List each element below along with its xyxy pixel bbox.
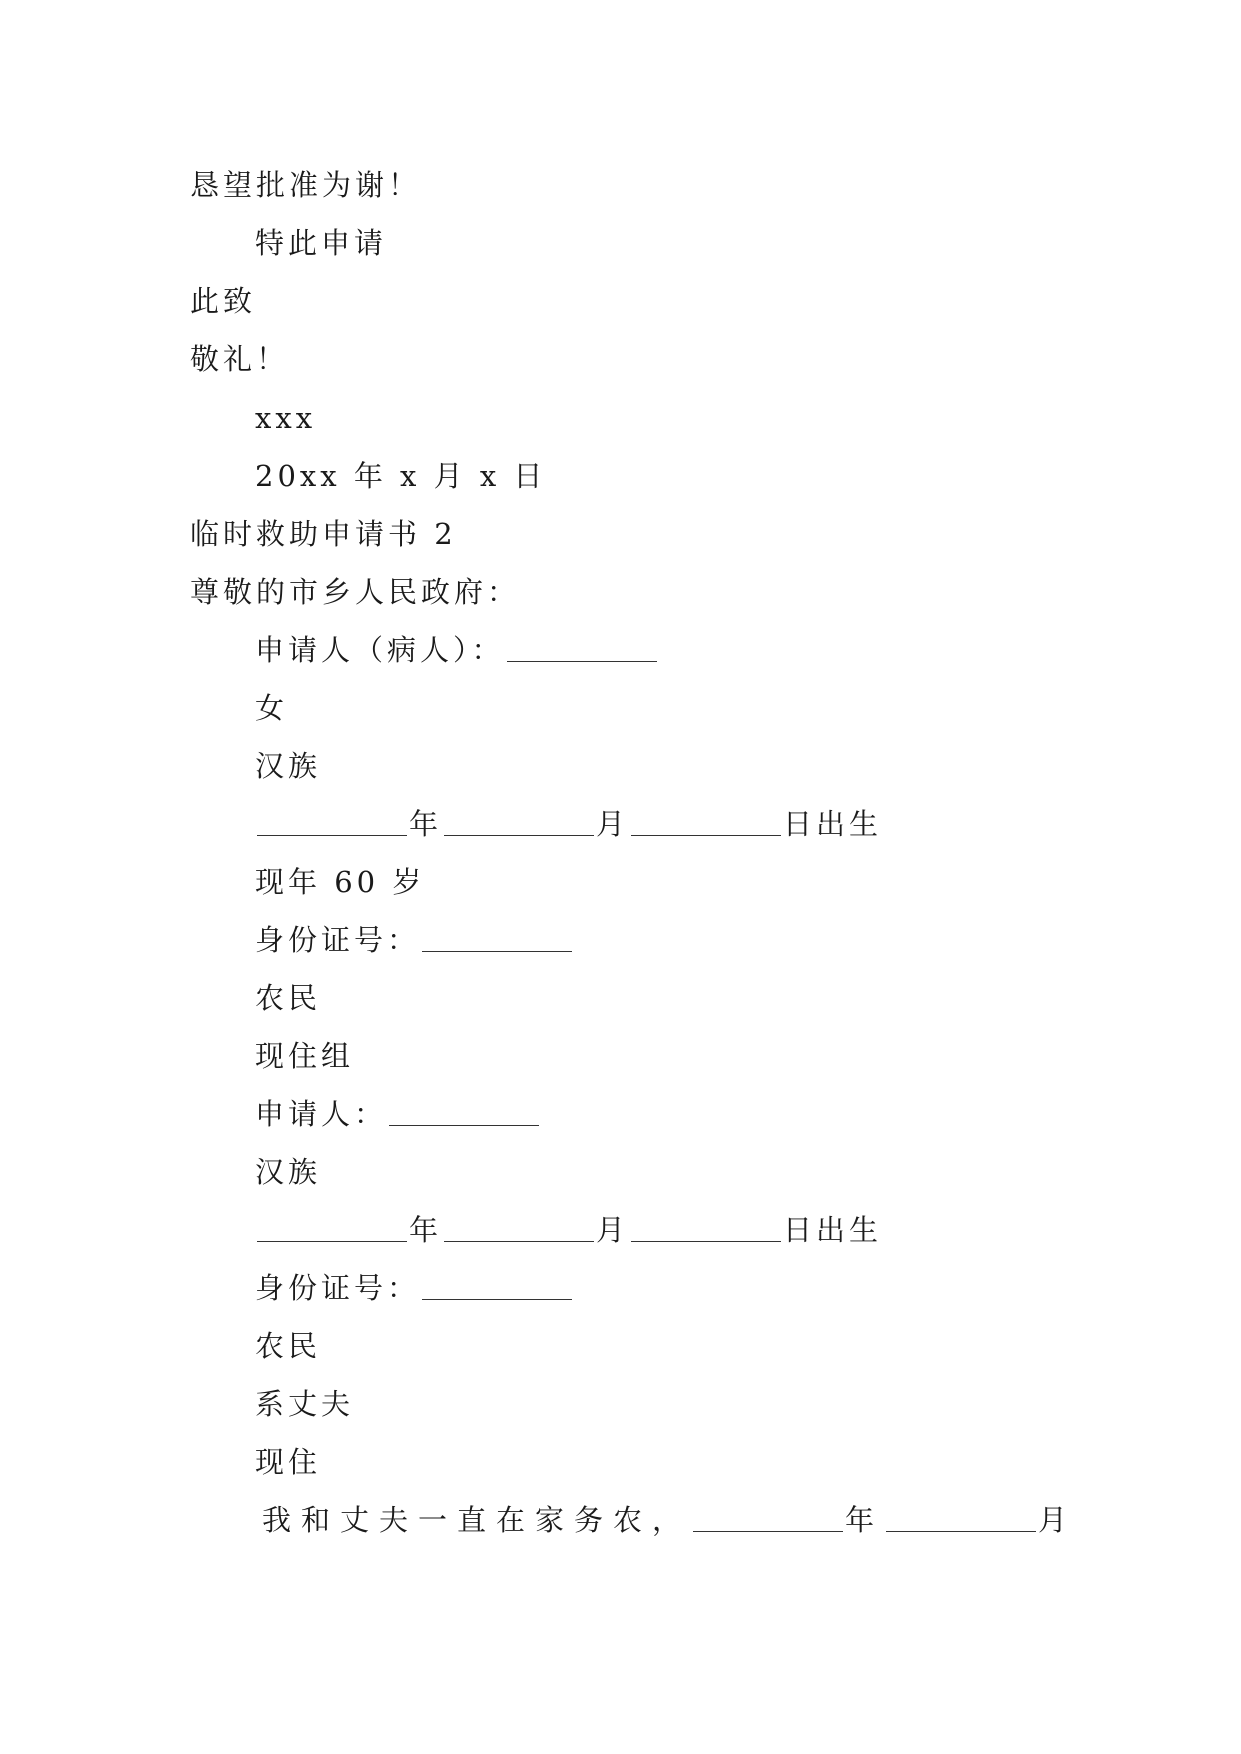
signature-name: xxx <box>255 401 317 435</box>
applicant-patient-label: 申请人（病人）： <box>255 633 505 667</box>
birth-day-unit-1: 日出生 <box>783 807 883 841</box>
special-request-line: 特此申请 <box>255 226 388 260</box>
id-number-label-1: 身份证号： <box>255 923 421 957</box>
salutation-respect-line: 敬礼！ <box>190 342 290 376</box>
birth-day-blank-1 <box>631 809 781 836</box>
ethnicity-line-1: 汉族 <box>255 749 322 783</box>
birth-day-blank-2 <box>631 1215 781 1242</box>
birth-month-unit-1: 月 <box>596 807 630 841</box>
birth-day-unit-2: 日出生 <box>783 1213 883 1247</box>
section-title: 临时救助申请书 2 <box>190 517 457 551</box>
applicant-patient-blank <box>507 635 657 662</box>
gender-line: 女 <box>255 691 289 725</box>
signature-date: 20xx 年 x 月 x 日 <box>255 459 547 493</box>
id-number-blank-2 <box>422 1273 572 1300</box>
id-number-label-2: 身份证号： <box>255 1271 421 1305</box>
ethnicity-line-2: 汉族 <box>255 1155 322 1189</box>
applicant-line <box>255 1094 541 1134</box>
birth-year-unit-2: 年 <box>409 1213 443 1247</box>
applicant-patient-line <box>255 630 659 670</box>
birth-year-unit-1: 年 <box>409 807 443 841</box>
id-number-line-2 <box>255 1268 574 1308</box>
addressee-line: 尊敬的市乡人民政府： <box>190 575 521 609</box>
birth-date-line-2 <box>255 1210 882 1250</box>
birth-date-line-1 <box>255 804 882 844</box>
birth-month-unit-2: 月 <box>596 1213 630 1247</box>
residence-line: 现住 <box>255 1445 322 1479</box>
narrative-line <box>262 1500 1077 1540</box>
birth-month-blank-1 <box>444 809 594 836</box>
salutation-to-line: 此致 <box>190 284 257 318</box>
closing-request-line: 恳望批准为谢！ <box>190 168 422 202</box>
age-line: 现年 60 岁 <box>255 865 426 899</box>
residence-group-line: 现住组 <box>255 1039 355 1073</box>
narrative-month-blank <box>886 1505 1036 1532</box>
relationship-line: 系丈夫 <box>255 1387 355 1421</box>
narrative-text: 我和丈夫一直在家务农， <box>262 1503 692 1537</box>
occupation-line-1: 农民 <box>255 981 322 1015</box>
applicant-blank <box>389 1099 539 1126</box>
birth-month-blank-2 <box>444 1215 594 1242</box>
narrative-month-unit: 月 <box>1038 1503 1078 1537</box>
applicant-label: 申请人： <box>255 1097 388 1131</box>
occupation-line-2: 农民 <box>255 1329 322 1363</box>
id-number-line-1 <box>255 920 574 960</box>
id-number-blank-1 <box>422 925 572 952</box>
narrative-year-unit: 年 <box>845 1503 885 1537</box>
birth-year-blank-2 <box>257 1215 407 1242</box>
birth-year-blank-1 <box>257 809 407 836</box>
narrative-year-blank <box>693 1505 843 1532</box>
